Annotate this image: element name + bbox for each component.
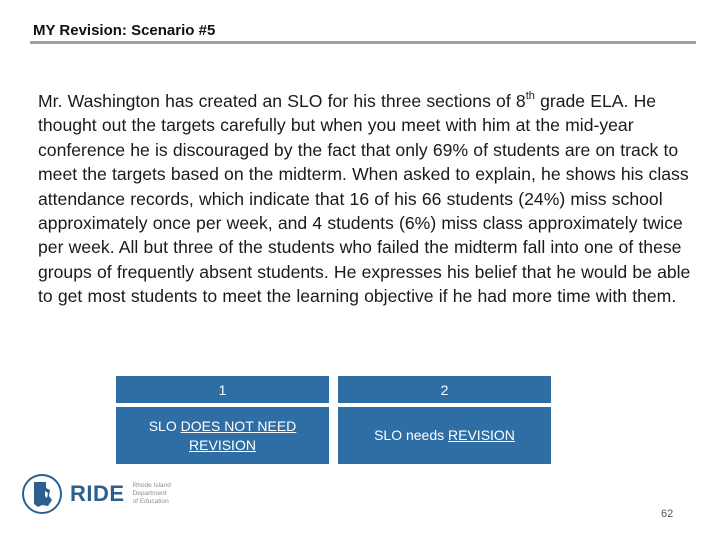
option-1[interactable] — [116, 376, 329, 464]
ride-logo — [22, 476, 185, 512]
option-1-button[interactable] — [116, 407, 329, 464]
ordinal-suffix: th — [525, 90, 535, 103]
title-divider — [30, 41, 696, 44]
page-number: 62 — [661, 508, 674, 520]
scenario-text-part-2: grade ELA. He thought out the targets carefully but when you meet with him at the mid-year conference he is discouraged by the fact that only 69% of students are on track to meet the targets based on the midterm. When asked to explain, he shows his class attendance records, which indicate that 16 of his 66 students (24%) miss school approximately once per week, and 4 students (6%) miss class approximately twice per week. All but three of the students who failed the midterm fall into one of these groups of frequently absent students. He expresses his belief that he would be able to get most students to meet the learning objective if he had more time with them. — [38, 91, 691, 307]
option-2-number[interactable]: 2 — [338, 376, 551, 403]
ride-subtitle: Rhode Island Department of Education — [132, 482, 171, 505]
option-2-emphasis: REVISION — [448, 427, 515, 443]
option-2-label: SLO needs REVISION — [374, 427, 515, 443]
rhode-island-map-icon — [22, 474, 62, 514]
ride-wordmark: RIDE — [70, 481, 125, 506]
option-2[interactable] — [338, 376, 551, 464]
option-1-number[interactable]: 1 — [116, 376, 329, 403]
option-1-label: SLO DOES NOT NEED REVISION — [148, 417, 297, 453]
scenario-paragraph — [38, 89, 698, 309]
slide-title: MY Revision: Scenario #5 — [33, 22, 216, 39]
scenario-text-part-1: Mr. Washington has created an SLO for his three sections of 8 — [38, 91, 526, 111]
option-2-button[interactable] — [338, 407, 551, 464]
option-1-emphasis: DOES NOT NEED REVISION — [180, 417, 297, 453]
